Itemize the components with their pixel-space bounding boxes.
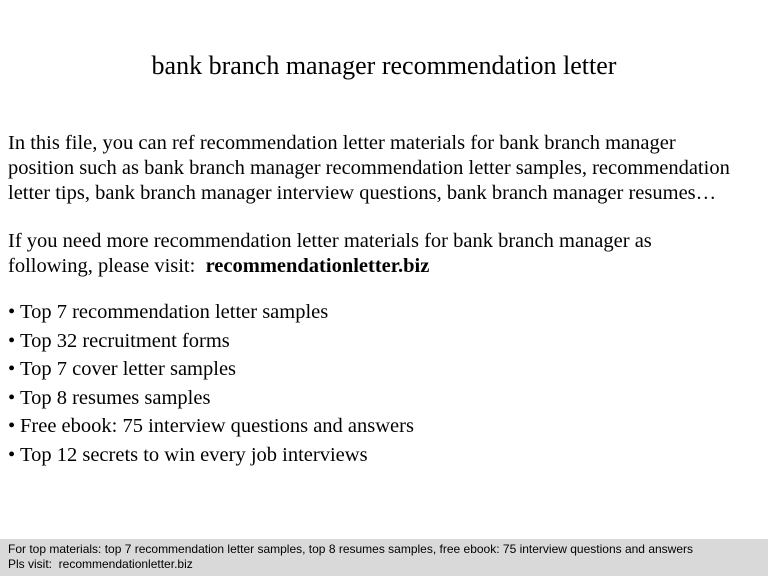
- visit-prefix: following, please visit:: [8, 255, 206, 277]
- website-link[interactable]: recommendationletter.biz: [205, 255, 430, 277]
- intro-line: In this file, you can ref recommendation letter materials for bank branch manager: [8, 132, 676, 154]
- list-item: [8, 327, 748, 356]
- list-item-label: Top 7 recommendation letter samples: [20, 301, 329, 323]
- list-item: [8, 441, 748, 470]
- footer-visit-line: Pls visit: recommendationletter.biz: [8, 557, 193, 571]
- intro-paragraph: [8, 131, 760, 206]
- list-item-label: Top 12 secrets to win every job interviews: [20, 443, 368, 466]
- list-item-label: Top 8 resumes samples: [20, 386, 211, 409]
- list-item-label: Top 32 recruitment forms: [20, 329, 230, 352]
- intro-line: letter tips, bank branch manager interview questions, bank branch manager resumes…: [8, 182, 717, 204]
- bullet-icon: •: [8, 301, 16, 323]
- visit-line: [8, 254, 760, 279]
- list-item: [8, 384, 748, 413]
- footer-bar: [0, 539, 768, 576]
- list-item-label: Free ebook: 75 interview questions and answers: [20, 415, 414, 437]
- visit-line: If you need more recommendation letter materials for bank branch manager as: [8, 230, 652, 252]
- materials-list: [8, 298, 748, 469]
- bullet-icon: •: [8, 415, 16, 437]
- list-item-label: Top 7 cover letter samples: [20, 358, 237, 380]
- bullet-icon: •: [8, 443, 16, 466]
- list-item: [8, 298, 748, 327]
- footer-materials-line: For top materials: top 7 recommendation letter samples, top 8 resumes samples, free ebook: 75 interview questions and answers: [8, 542, 694, 556]
- intro-line: position such as bank branch manager recommendation letter samples, recommendation: [8, 157, 730, 179]
- bullet-icon: •: [8, 329, 16, 352]
- bullet-icon: •: [8, 386, 16, 409]
- list-item: [8, 412, 748, 441]
- page-title: bank branch manager recommendation letter: [151, 51, 617, 80]
- bullet-icon: •: [8, 358, 16, 380]
- visit-paragraph: [8, 229, 760, 279]
- list-item: [8, 355, 748, 384]
